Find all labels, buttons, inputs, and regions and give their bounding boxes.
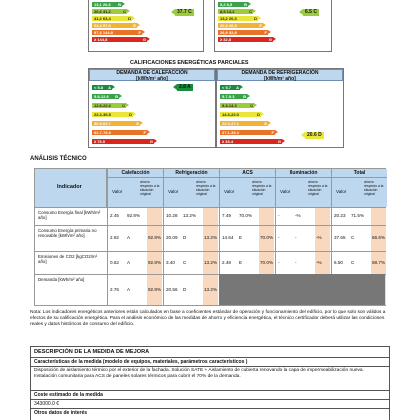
table-cell: - xyxy=(295,235,297,240)
top-left-bar-range: 63,4 97,3 xyxy=(94,23,111,28)
table-cell: A xyxy=(127,286,131,292)
top-right-bar-c xyxy=(218,9,253,14)
cooling-bar-letter: C xyxy=(250,103,253,108)
top-right-bar-letter: C xyxy=(249,9,252,14)
measure-title: DESCRIPCIÓN DE LA MEDIDA DE MEJORA xyxy=(34,349,150,355)
measure-description: Disposición de aislamiento térmico por el exterior de la fachada. Solución SATE + Aislamiento de cubierta renovando la capa de impermeabilización nueva. Instalación comunitaria para ACS de paneles solares térmicos para cubrir el 70% de la demanda. xyxy=(34,368,364,379)
top-right-bar-letter: G xyxy=(268,37,272,42)
cooling-bar-letter: G xyxy=(277,139,281,144)
cooling-bar-d xyxy=(220,112,261,117)
group-subheader-2 xyxy=(219,178,275,207)
cooling-bar-letter: E xyxy=(264,121,267,126)
top-right-scale xyxy=(214,0,332,52)
grey-block xyxy=(219,274,385,305)
table-cell: 70.0% xyxy=(260,259,274,265)
heating-bar-range: < 5.8 xyxy=(94,85,104,90)
top-right-bar-range: 13,2 20,3 xyxy=(220,16,237,21)
table-cell: 3.40 xyxy=(166,259,175,265)
heating-bar-range: 12.6-22.2 xyxy=(94,103,111,108)
cooling-bar-f xyxy=(220,130,275,135)
cooling-bar-letter: F xyxy=(271,130,274,135)
heating-bar-letter: G xyxy=(149,139,153,144)
table-cell: 13.2% xyxy=(204,286,218,292)
ahorro-label: ahorro respecto a la situación original xyxy=(364,180,384,196)
top-left-bar-range: 97,3 144,8 xyxy=(94,30,113,35)
indicator-header: Indicador xyxy=(57,184,82,190)
table-cell: 0.62 xyxy=(110,259,119,265)
heating-bar-letter: D xyxy=(129,112,132,117)
table-cell: A xyxy=(127,259,131,265)
table-cell: 71.5% xyxy=(351,213,365,218)
top-right-bar-d xyxy=(218,16,258,21)
top-right-bar-letter: D xyxy=(254,16,257,21)
heating-bar-a xyxy=(92,85,112,90)
heating-bar-range: 22.2-36.5 xyxy=(94,112,111,117)
heating-bar-d xyxy=(92,112,133,117)
top-right-bar-range: 20,3 26,9 xyxy=(220,23,237,28)
table-cell: 37.65 xyxy=(334,235,346,240)
cooling-bar-g xyxy=(220,139,282,144)
ahorro-label: ahorro respecto a la situación original xyxy=(196,180,216,196)
cooling-bar-letter: B xyxy=(243,94,246,99)
group-header-2 xyxy=(219,169,275,178)
heating-bar-b xyxy=(92,94,119,99)
table-cell: D xyxy=(183,235,187,240)
top-right-bar-e xyxy=(218,23,263,28)
heating-bar-f xyxy=(92,130,147,135)
table-cell: 2.45 xyxy=(110,213,119,218)
analysis-table xyxy=(34,168,386,306)
top-left-bar-f xyxy=(92,30,142,35)
top-left-bar-e xyxy=(92,23,137,28)
table-cell: 92.8% xyxy=(148,235,162,240)
indicator-header-cell xyxy=(35,169,107,207)
measure-subtitle: Características de la medida (modelo de equipos, materiales, parámetros característicos ) xyxy=(34,359,248,365)
cost-label: Coste estimado de la medida xyxy=(34,392,103,398)
top-right-bar-range: 5,2 8,5 xyxy=(220,2,233,7)
top-right-bar-letter: F xyxy=(264,30,267,35)
table-cell: E xyxy=(239,259,243,265)
row-label: Consumo Energía primaria no renovable [kWh/m² año] xyxy=(38,228,97,239)
cooling-unit: [kWh/m² año] xyxy=(264,75,296,82)
heating-indicator: 2.8 A xyxy=(179,84,191,90)
table-cell: C xyxy=(183,259,187,265)
table-cell: 92.8% xyxy=(127,213,141,218)
top-right-bar-g xyxy=(218,37,273,42)
top-right-bar-range: 8,5 13,2 xyxy=(220,9,235,14)
cooling-bar-range: 14.3-22.0 xyxy=(222,112,239,117)
table-cell: - xyxy=(278,259,280,265)
table-cell: 7.49 xyxy=(222,213,231,218)
heating-bar-c xyxy=(92,103,126,108)
table-cell: 92.8% xyxy=(148,286,162,292)
cooling-bar-range: 22.0-27.1 xyxy=(222,121,239,126)
ahorro-label: ahorro respecto a la situación original xyxy=(140,180,160,196)
savings-cell-bg xyxy=(147,208,162,225)
table-cell: - xyxy=(295,259,297,265)
cooling-bar-range: < 5.7 xyxy=(222,85,232,90)
heating-bar-range: 36.5-62.7 xyxy=(94,121,111,126)
table-cell: 10.28 xyxy=(166,213,178,218)
cost-value: 343000.0 € xyxy=(34,401,60,407)
heating-header: DEMANDA DE CALEFACCIÓN xyxy=(116,70,188,76)
cooling-bar-range: 5.7-9.3 xyxy=(222,94,235,99)
top-right-indicator: 6.5 C xyxy=(305,9,317,15)
table-cell: - xyxy=(278,235,280,240)
top-right-bar-range: ≥ 32,8 xyxy=(220,37,232,42)
group-header-label: ACS xyxy=(242,169,253,176)
group-header-label: Iluminación xyxy=(289,169,318,176)
top-right-bar-f xyxy=(218,30,268,35)
table-cell: 92.8% xyxy=(148,259,162,265)
table-cell: 2.92 xyxy=(110,235,119,240)
table-cell: C xyxy=(351,235,355,240)
savings-cell-bg xyxy=(315,208,330,225)
group-header-3 xyxy=(275,169,331,178)
cooling-panel xyxy=(216,68,344,148)
top-left-bar-range: 26,6 41,2 xyxy=(94,9,111,14)
savings-cell-bg xyxy=(259,208,274,225)
table-cell: 20.23 xyxy=(334,213,346,218)
valor-label: Valor xyxy=(168,189,179,194)
table-cell: E xyxy=(239,235,243,240)
top-right-bar-b xyxy=(218,2,248,7)
savings-cell-bg xyxy=(371,208,386,225)
table-cell: 20.56 xyxy=(166,286,178,292)
group-header-label: Calefacción xyxy=(121,169,150,176)
group-header-label: Refrigeración xyxy=(175,169,208,176)
table-cell: 70.0% xyxy=(260,235,274,240)
table-cell: 6.50 xyxy=(334,259,343,265)
analysis-title: ANÁLISIS TÉCNICO xyxy=(30,156,87,162)
cooling-bar-b xyxy=(220,94,247,99)
top-left-bar-letter: F xyxy=(138,30,141,35)
top-left-bar-letter: B xyxy=(118,2,121,7)
heating-bar-letter: C xyxy=(122,103,125,108)
group-subheader-1 xyxy=(163,178,219,207)
cooling-bar-c xyxy=(220,103,254,108)
valor-label: Valor xyxy=(224,189,235,194)
heating-unit: [kWh/m² año] xyxy=(136,75,168,82)
cooling-bar-letter: D xyxy=(257,112,260,117)
top-left-bar-c xyxy=(92,9,127,14)
top-left-bar-range: ≥ 144,8 xyxy=(94,37,108,42)
table-cell: 70.0% xyxy=(239,213,253,218)
top-right-bar-range: 26,9 32,8 xyxy=(220,30,237,35)
valor-label: Valor xyxy=(336,189,347,194)
table-cell: 2.48 xyxy=(222,259,231,265)
other-data-label: Otros datos de interés xyxy=(34,410,88,416)
table-cell: 14.64 xyxy=(222,235,234,240)
ahorro-label: ahorro respecto a la situación original xyxy=(308,180,328,196)
heating-bar-letter: E xyxy=(136,121,139,126)
top-left-bar-range: 13,1 26,6 xyxy=(94,2,111,7)
savings-cell-bg xyxy=(203,208,218,225)
table-cell: A xyxy=(127,235,131,240)
group-header-1 xyxy=(163,169,219,178)
top-left-bar-b xyxy=(92,2,122,7)
top-left-bar-letter: G xyxy=(142,37,146,42)
row-label: Consumo Energía final [kWh/m² año] xyxy=(38,210,101,221)
partial-title: CALIFICACIONES ENERGÉTICAS PARCIALES xyxy=(130,60,249,66)
top-left-bar-d xyxy=(92,16,132,21)
table-cell: - xyxy=(278,213,280,218)
top-left-indicator: 37.7 C xyxy=(177,9,192,15)
group-header-4 xyxy=(331,169,387,178)
table-cell: 2.76 xyxy=(110,286,119,292)
group-header-label: Total xyxy=(353,169,366,176)
table-cell: -% xyxy=(316,259,322,265)
heating-bar-range: 5.8-12.6 xyxy=(94,94,109,99)
group-subheader-3 xyxy=(275,178,331,207)
heating-bar-letter: F xyxy=(143,130,146,135)
heating-bar-letter: B xyxy=(115,94,118,99)
measure-box xyxy=(30,346,390,420)
ahorro-label: ahorro respecto a la situación original xyxy=(252,180,272,196)
heating-bar-g xyxy=(92,139,154,144)
top-left-scale xyxy=(88,0,204,52)
cooling-bar-a xyxy=(220,85,240,90)
table-cell: D xyxy=(183,286,187,292)
top-left-bar-letter: C xyxy=(123,9,126,14)
cooling-header: DEMANDA DE REFRIGERACIÓN xyxy=(241,70,319,76)
heating-bar-e xyxy=(92,121,140,126)
group-subheader-0 xyxy=(107,178,163,207)
top-left-bar-letter: D xyxy=(128,16,131,21)
valor-label: Valor xyxy=(112,189,123,194)
cooling-bar-e xyxy=(220,121,268,126)
group-subheader-4 xyxy=(331,178,387,207)
note-text: Nota: Los indicadores energéticos anteriores están calculados en base a coeficientes estándar de operación y funcionamiento del edificio, por lo que solo son válidos a efectos de su calificación energética. Para el análisis económico de las medidas de ahorro y eficiencia energética, el técnico certificador deberá utilizar las condiciones reales y datos históricos de consumo del edificio. xyxy=(30,310,386,328)
cooling-bar-range: 9.3-14.3 xyxy=(222,103,237,108)
top-left-bar-g xyxy=(92,37,147,42)
valor-label: Valor xyxy=(280,189,291,194)
top-right-bar-letter: E xyxy=(259,23,262,28)
top-left-bar-range: 41,2 63,4 xyxy=(94,16,111,21)
cooling-indicator: 20.6 D xyxy=(307,132,322,138)
row-label: Emisiones de CO2 [kgCO2/m² año] xyxy=(38,254,98,265)
table-cell: 68.7% xyxy=(372,259,386,265)
table-cell: 13.2% xyxy=(204,235,218,240)
heating-bar-range: ≥ 76.0 xyxy=(94,139,106,144)
table-cell: -% xyxy=(316,235,322,240)
row-label: Demanda [kWh/m² año] xyxy=(38,277,85,282)
top-right-bar-letter: B xyxy=(244,2,247,7)
table-cell: 20.09 xyxy=(166,235,178,240)
table-cell: 13.2% xyxy=(183,213,197,218)
cooling-bar-range: 27.1-33.4 xyxy=(222,130,239,135)
group-header-0 xyxy=(107,169,163,178)
cooling-bar-range: ≥ 33.4 xyxy=(222,139,234,144)
heating-panel xyxy=(88,68,216,148)
table-cell: 66.6% xyxy=(372,235,386,240)
table-cell: -% xyxy=(295,213,301,218)
cooling-bar-letter: A xyxy=(236,85,239,90)
table-cell: 13.2% xyxy=(204,259,218,265)
heating-bar-range: 62.7-76.0 xyxy=(94,130,111,135)
top-left-bar-letter: E xyxy=(133,23,136,28)
table-cell: C xyxy=(351,259,355,265)
heating-bar-letter: A xyxy=(108,85,111,90)
